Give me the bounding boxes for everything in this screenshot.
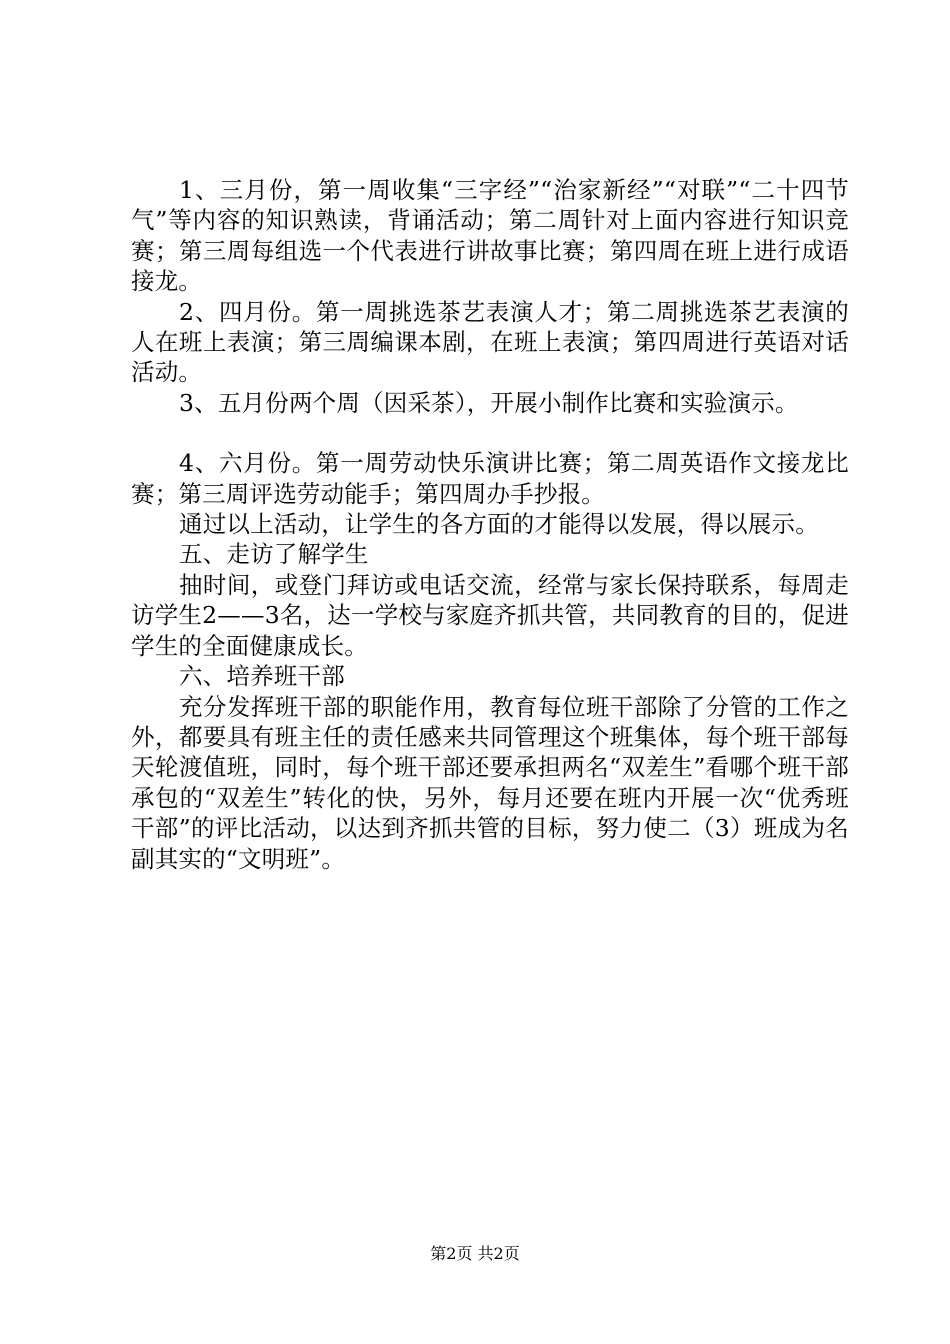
paragraph-march-activities: 1、三月份，第一周收集“三字经”“治家新经”“对联”“二十四节气”等内容的知识熟读，背诵活动；第二周针对上面内容进行知识竞赛；第三周每组选一个代表进行讲故事比赛；第四周在班上进行成语接龙。 <box>131 176 849 296</box>
paragraph-class-cadres: 充分发挥班干部的职能作用，教育每位班干部除了分管的工作之外，都要具有班主任的责任感来共同管理这个班集体，每个班干部每天轮渡值班，同时，每个班干部还要承担两名“双差生”看哪个班干部承包的“双差生”转化的快，另外，每月还要在班内开展一次“优秀班干部”的评比活动，以达到齐抓共管的目标，努力使二（3）班成为名副其实的“文明班”。 <box>131 692 849 873</box>
page-number-footer: 第2页 共2页 <box>430 1244 520 1263</box>
section-heading-visit-students: 五、走访了解学生 <box>179 540 369 569</box>
paragraph-visit-students: 抽时间，或登门拜访或电话交流，经常与家长保持联系，每周走访学生2——3名，达一学校与家庭齐抓共管，共同教育的目的，促进学生的全面健康成长。 <box>131 570 849 660</box>
paragraph-may-activities: 3、五月份两个周（因采茶），开展小制作比赛和实验演示。 <box>179 388 799 417</box>
paragraph-activities-summary: 通过以上活动，让学生的各方面的才能得以发展，得以展示。 <box>179 510 819 539</box>
paragraph-june-activities: 4、六月份。第一周劳动快乐演讲比赛；第二周英语作文接龙比赛；第三周评选劳动能手；第四周办手抄报。 <box>131 449 849 508</box>
section-heading-class-cadres: 六、培养班干部 <box>179 662 345 691</box>
document-body <box>131 175 849 874</box>
paragraph-april-activities: 2、四月份。第一周挑选茶艺表演人才；第二周挑选茶艺表演的人在班上表演；第三周编课本剧，在班上表演；第四周进行英语对话活动。 <box>131 297 849 387</box>
